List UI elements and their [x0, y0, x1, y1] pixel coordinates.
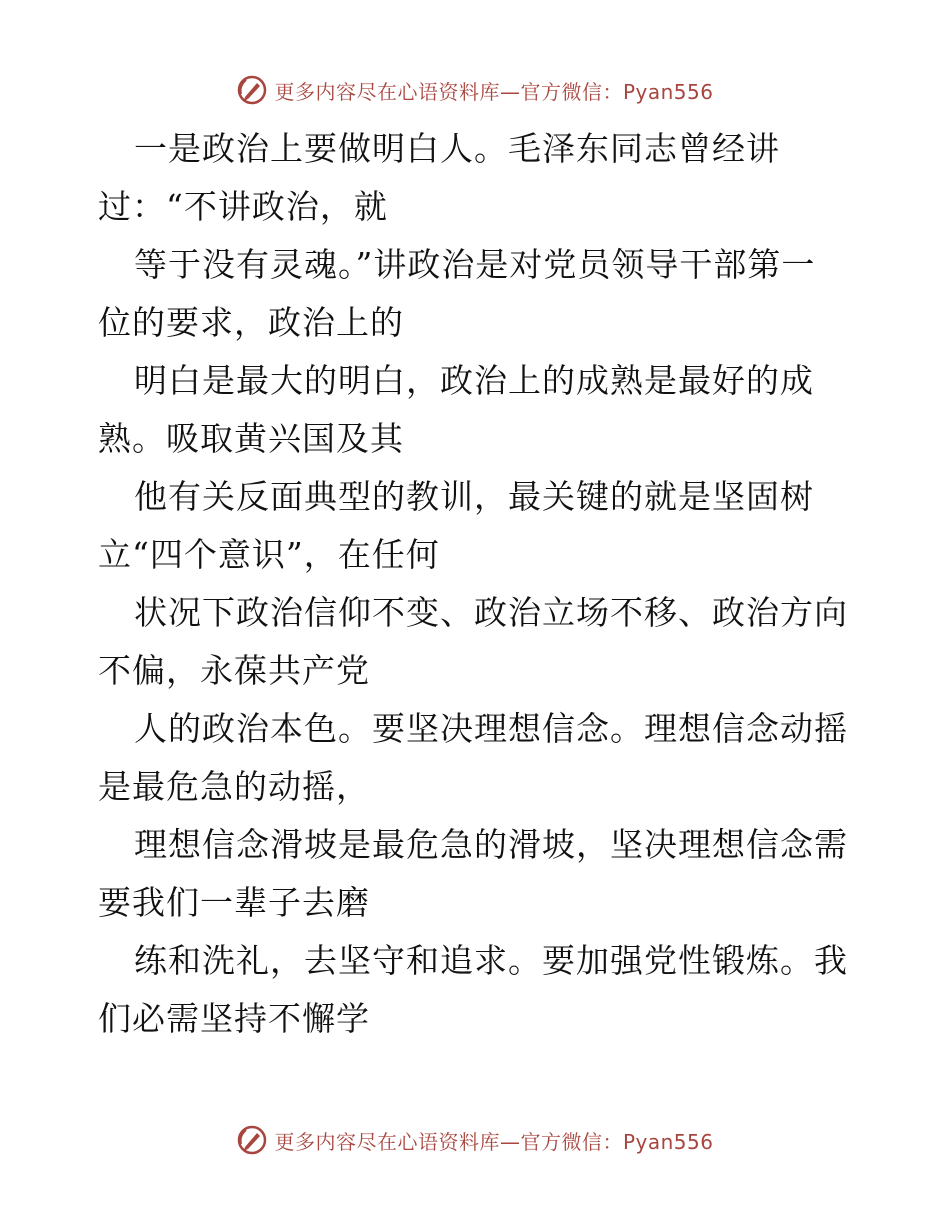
pen-logo-icon: [236, 1124, 268, 1156]
text-line: 练和洗礼，去坚守和追求。要加强党性锻炼。我: [134, 941, 848, 980]
header-watermark: [0, 70, 950, 110]
text-line: 一是政治上要做明白人。毛泽东同志曾经讲: [134, 129, 780, 168]
text-line: 是最危急的动摇，: [98, 767, 370, 806]
text-line: 们必需坚持不懈学: [98, 999, 370, 1038]
document-body: [98, 120, 858, 1048]
text-line: 不偏，永葆共产党: [98, 651, 370, 690]
text-line: 人的政治本色。要坚决理想信念。理想信念动摇: [134, 709, 848, 748]
text-line: 立“四个意识”，在任何: [98, 535, 440, 574]
text-line: 明白是最大的明白，政治上的成熟是最好的成: [134, 361, 814, 400]
pen-logo-icon: [236, 74, 268, 106]
watermark-text: 更多内容尽在心语资料库—官方微信：Pyan556: [274, 1129, 714, 1154]
text-line: 他有关反面典型的教训，最关键的就是坚固树: [134, 477, 814, 516]
text-line: 要我们一辈子去磨: [98, 883, 370, 922]
text-line: 位的要求，政治上的: [98, 303, 404, 342]
text-line: 过：“不讲政治，就: [98, 187, 388, 226]
text-line: 等于没有灵魂。”讲政治是对党员领导干部第一: [134, 245, 816, 284]
text-line: 熟。吸取黄兴国及其: [98, 419, 404, 458]
watermark-text: 更多内容尽在心语资料库—官方微信：Pyan556: [274, 79, 714, 104]
text-line: 状况下政治信仰不变、政治立场不移、政治方向: [134, 593, 848, 632]
text-line: 理想信念滑坡是最危急的滑坡，坚决理想信念需: [134, 825, 848, 864]
footer-watermark: [0, 1120, 950, 1160]
